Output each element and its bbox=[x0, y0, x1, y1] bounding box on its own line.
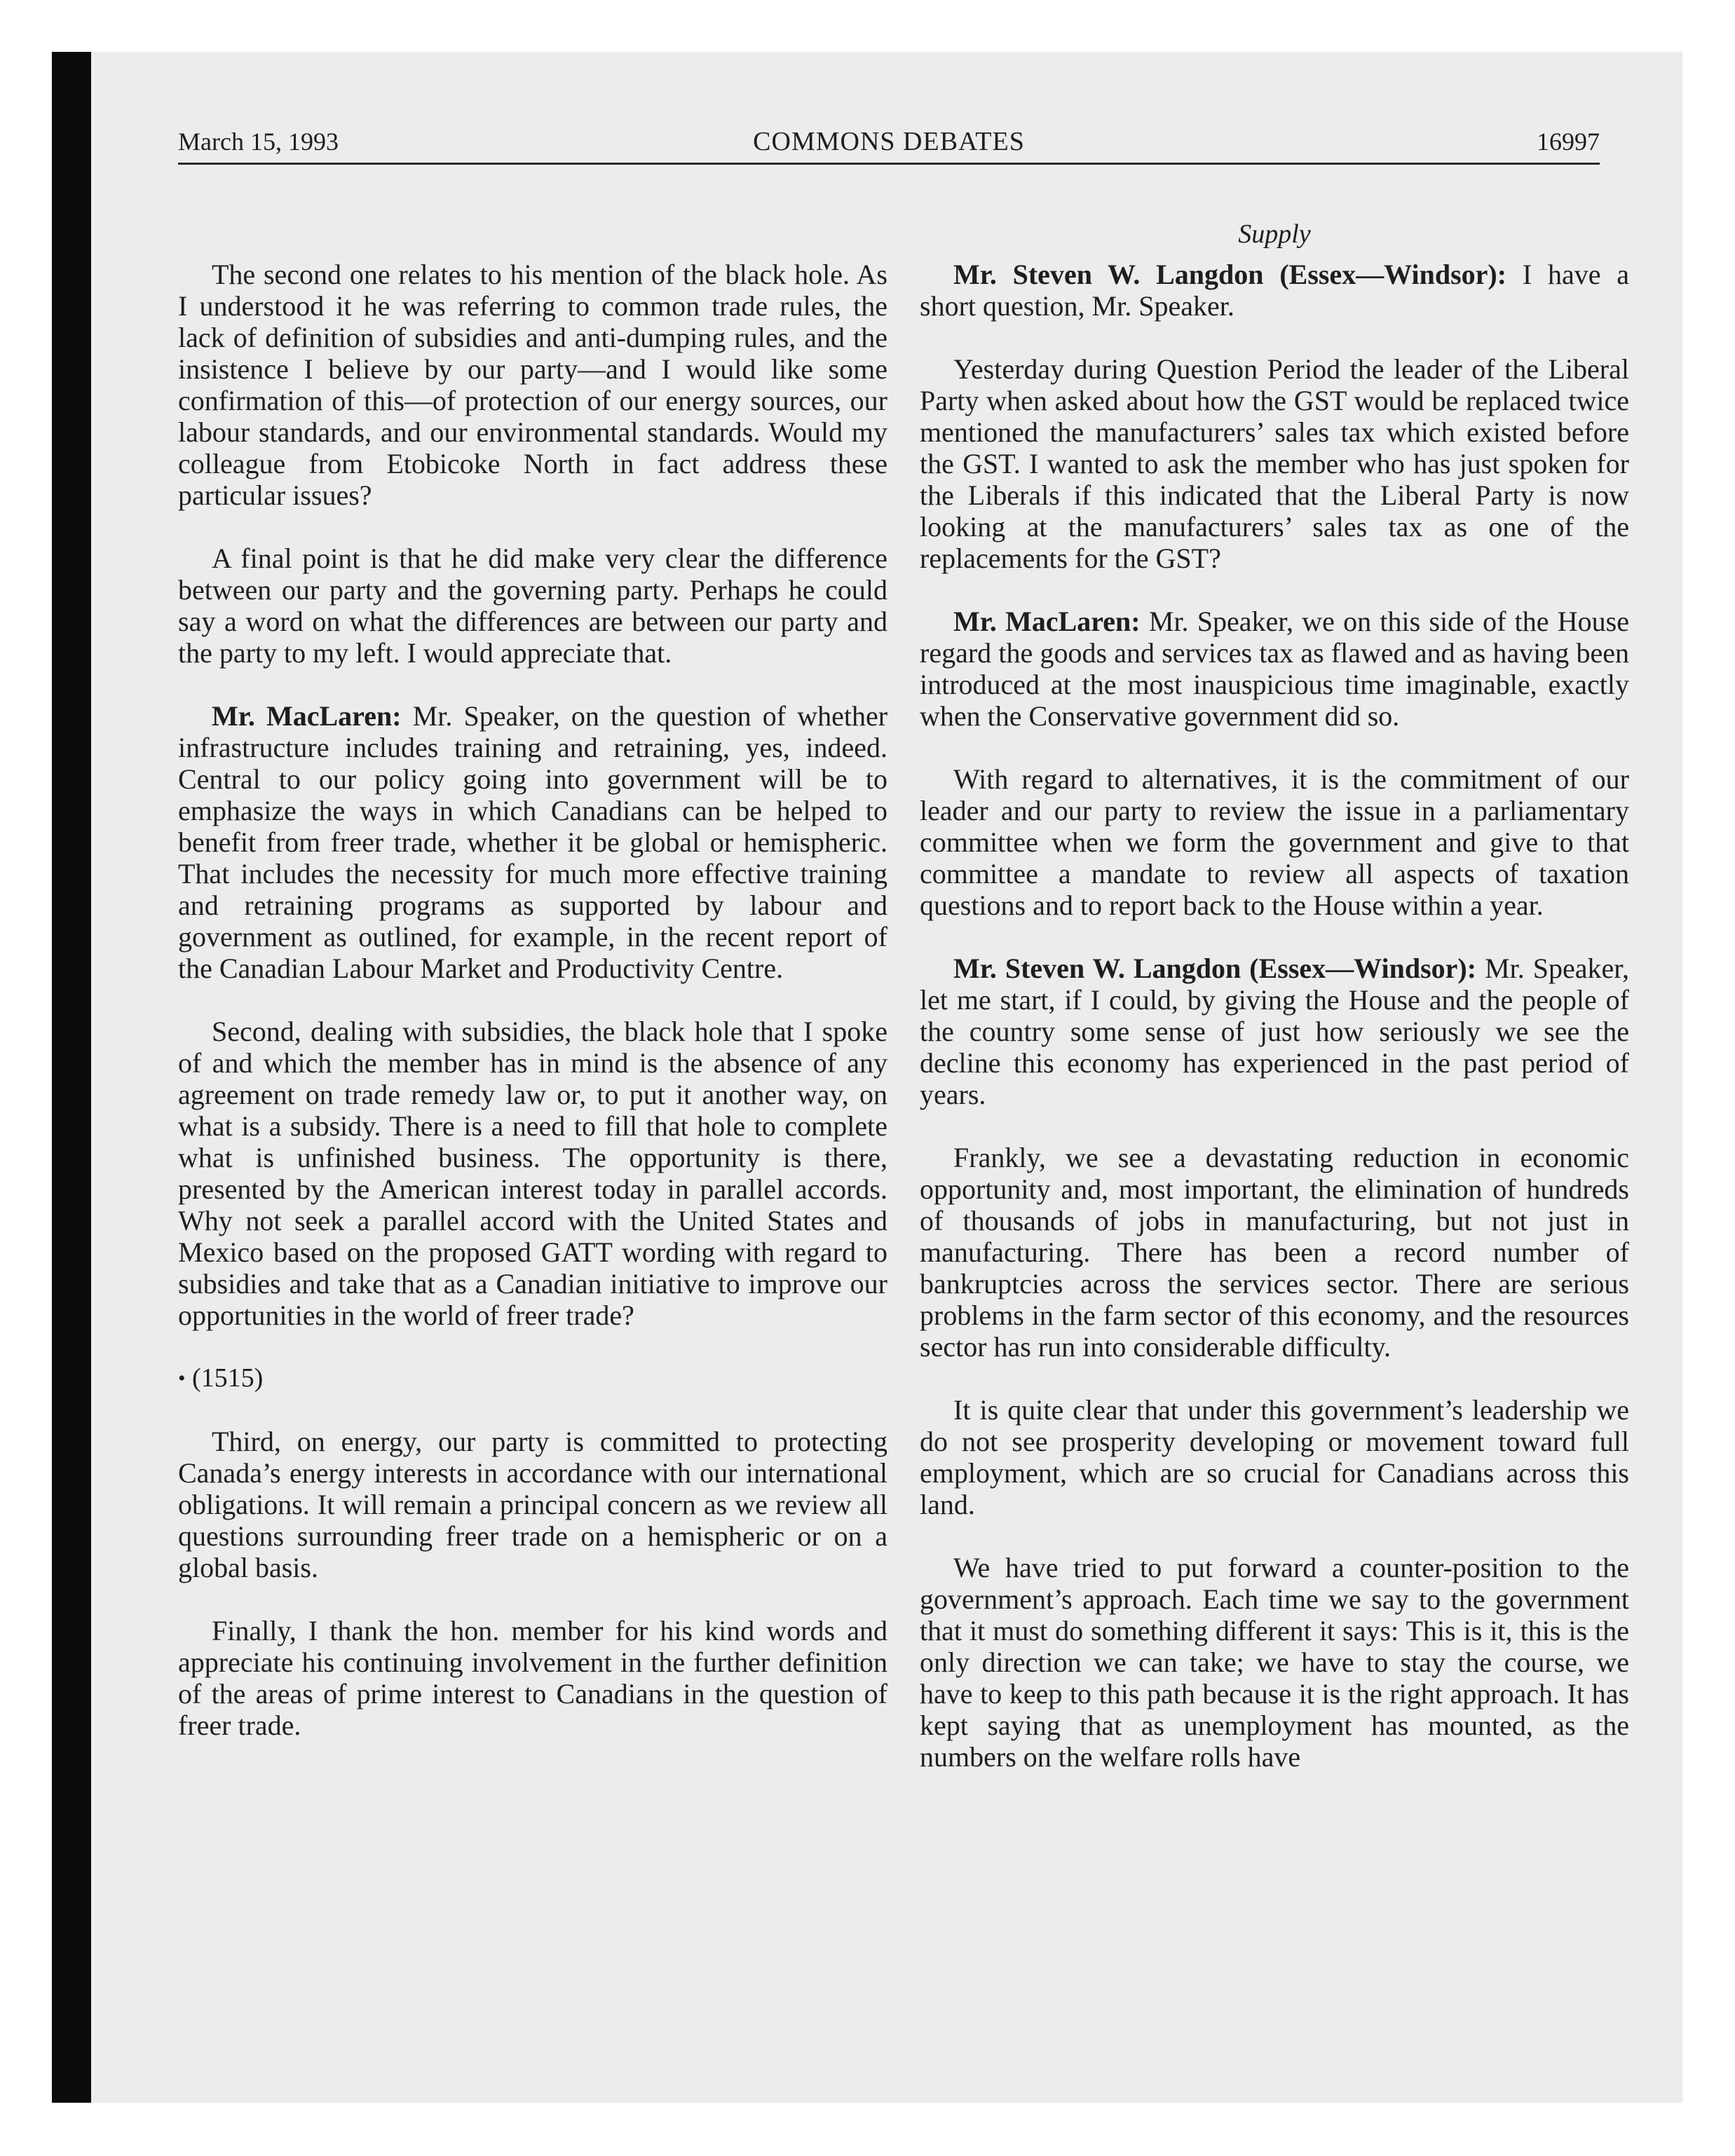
paragraph bbox=[178, 259, 887, 511]
running-head bbox=[178, 121, 1600, 163]
paragraph-text: I have a short question, Mr. Speaker. bbox=[920, 259, 1629, 322]
paragraph-text: Frankly, we see a devastating reduction in economic opportunity and, most important, the elimination of hundreds of thousands of jobs in manufacturing, but not just in manufacturing. There has been a record number of bankruptcies across the services sector. There are serious problems in the farm sector of this economy, and the resources sector has run into considerable difficulty. bbox=[920, 1142, 1629, 1363]
paragraph-text: Second, dealing with subsidies, the black hole that I spoke of and which the member has in mind is the absence of any agreement on trade remedy law or, to put it another way, on what is a subsidy. There is a need to fill that hole to complete what is unfinished business. The opportunity is there, presented by the American interest today in parallel accords. Why not seek a parallel accord with the United States and Mexico based on the proposed GATT wording with regard to subsidies and take that as a Canadian initiative to improve our opportunities in the world of freer trade? bbox=[178, 1016, 887, 1331]
paragraph bbox=[178, 1426, 887, 1583]
paragraph bbox=[920, 606, 1629, 732]
time-marker bbox=[178, 1363, 887, 1394]
paragraph bbox=[920, 353, 1629, 574]
paragraph bbox=[920, 953, 1629, 1110]
speaker-name: Mr. MacLaren: bbox=[212, 700, 402, 732]
paragraph-text: The second one relates to his mention of the black hole. As I understood it he was referring to common trade rules, the lack of definition of subsidies and anti-dumping rules, and the insistence I believe by our party—and I would like some confirmation of this—of protection of our energy sources, our labour standards, and our environmental standards. Would my colleague from Etobicoke North in fact address these particular issues? bbox=[178, 259, 887, 511]
paragraph-text: A final point is that he did make very clear the difference between our party and the governing party. Perhaps he could say a word on what the differences are between our party and the party to my left. I would appreciate that. bbox=[178, 543, 887, 669]
paragraph bbox=[178, 543, 887, 669]
header-rule bbox=[178, 163, 1600, 165]
scanned-page bbox=[52, 52, 1682, 2103]
paragraph-text: Yesterday during Question Period the leader of the Liberal Party when asked about how the GST would be replaced twice mentioned the manufacturers’ sales tax which existed before the GST. I wanted to ask the member who has just spoken for the Liberals if this indicated that the Liberal Party is now looking at the manufacturers’ sales tax as one of the replacements for the GST? bbox=[920, 353, 1629, 574]
paragraph-text: With regard to alternatives, it is the commitment of our leader and our party to review the issue in a parliamentary committee when we form the government and give to that committee a mandate to review all aspects of taxation questions and to report back to the House within a year. bbox=[920, 763, 1629, 921]
paragraph bbox=[920, 1142, 1629, 1363]
speaker-name: Mr. MacLaren: bbox=[953, 606, 1141, 637]
paragraph bbox=[178, 700, 887, 984]
paragraph-text: Third, on energy, our party is committed to protecting Canada’s energy interests in accordance with our international obligations. It will remain a principal concern as we review all questions surrounding freer trade on a hemispheric or on a global basis. bbox=[178, 1426, 887, 1583]
paragraph-text: We have tried to put forward a counter-position to the government’s approach. Each time we say to the government that it must do something different it says: This is it, this is the only direction we can take; we have to stay the course, we have to keep to this path because it is the right approach. It has kept saying that as unemployment has mounted, as the numbers on the welfare rolls have bbox=[920, 1552, 1629, 1773]
left-column bbox=[178, 210, 887, 1773]
header-date: March 15, 1993 bbox=[178, 128, 339, 156]
paragraph-text: Mr. Speaker, on the question of whether infrastructure includes training and retraining, yes, indeed. Central to our policy going into government will be to emphasize the ways in which Canadians can be helped to benefit from freer trade, whether it be global or hemispheric. That includes the necessity for much more effective training and retraining programs as supported by labour and government as outlined, for example, in the recent report of the Canadian Labour Market and Productivity Centre. bbox=[178, 700, 888, 984]
speaker-name: Mr. Steven W. Langdon (Essex—Windsor): bbox=[953, 259, 1507, 290]
right-column bbox=[920, 210, 1629, 1804]
paragraph-text: Mr. Speaker, we on this side of the House regard the goods and services tax as flawed and as having been introduced at the most inauspicious time imaginable, exactly when the Conservative government did so. bbox=[920, 606, 1630, 732]
paragraph-text: Finally, I thank the hon. member for his kind words and appreciate his continuing involvement in the further definition of the areas of prime interest to Canadians in the question of freer trade. bbox=[178, 1615, 887, 1741]
time-marker-text: (1515) bbox=[192, 1363, 264, 1393]
paragraph bbox=[178, 1016, 887, 1331]
header-title: COMMONS DEBATES bbox=[753, 127, 1025, 156]
bullet-icon: • bbox=[178, 1367, 186, 1390]
paragraph bbox=[920, 259, 1629, 322]
paragraph-text: Mr. Speaker, let me start, if I could, by giving the House and the people of the country some sense of just how seriously we see the decline this economy has experienced in the past period of years. bbox=[920, 953, 1629, 1110]
paragraph-text: It is quite clear that under this government’s leadership we do not see prosperity developing or movement toward full employment, which are so crucial for Canadians across this land. bbox=[920, 1394, 1629, 1520]
hansard-page bbox=[52, 52, 1682, 2103]
paragraph bbox=[178, 1615, 887, 1741]
speaker-name: Mr. Steven W. Langdon (Essex—Windsor): bbox=[953, 953, 1477, 984]
paragraph bbox=[920, 763, 1629, 921]
paragraph bbox=[920, 1394, 1629, 1520]
header-page-number: 16997 bbox=[1537, 128, 1600, 156]
section-heading: Supply bbox=[1238, 219, 1311, 249]
paragraph bbox=[920, 1552, 1629, 1773]
